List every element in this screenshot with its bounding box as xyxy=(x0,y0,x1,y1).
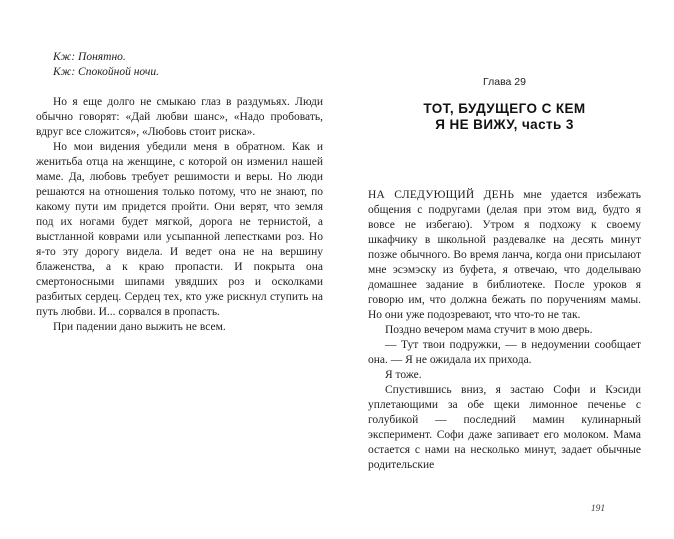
paragraph: — Тут твои подружки, — в недоумении сообщает она. — Я не ожидала их прихода. xyxy=(368,339,641,366)
paragraph: Спустившись вниз, я застаю Софи и Кэсиди уплетающими за обе щеки лимонное печенье с голубикой — последний мамин кулинарный эксперимент. Софи даже запивает его молоком. Мама остается с нами на несколько минут, задает обычные родительские xyxy=(368,384,641,471)
chapter-title xyxy=(368,101,641,133)
paragraph-spacer xyxy=(36,80,323,95)
page-number: 191 xyxy=(590,504,606,514)
sms-line: Кж: Понятно. xyxy=(53,51,126,63)
paragraph: Но мои видения убедили меня в обратном. Как и женитьба отца на женщине, с которой он изменил нашей маме. Да, любовь требует решимости и веры. Но люди решаются на отношения только потому, что не знают, по какому пути им придется пройти. Они верят, что земля под их ногами будет мягкой, дорога не тернистой, а выстланной коврами или усыпанной лепестками роз. Но я-то эту дорогу видела. И ведет она не на вершину блаженства, а к краю пропасти. И покрыта она смертоносными шипами увядших роз и осколками разбитых сердец. Сердец тех, кто уже рискнул ступить на путь любви. И... сорвался в пропасть. xyxy=(36,141,323,318)
paragraph: Поздно вечером мама стучит в мою дверь. xyxy=(385,324,593,336)
right-page xyxy=(368,76,641,473)
paragraph: При падении дано выжить не всем. xyxy=(53,321,226,333)
chapter-title-line: Я НЕ ВИЖУ, часть 3 xyxy=(435,117,574,132)
opening-lead-caps: НА СЛЕДУЮЩИЙ ДЕНЬ xyxy=(368,189,515,201)
chapter-title-line: ТОТ, БУДУЩЕГО С КЕМ xyxy=(423,101,586,116)
sms-line: Кж: Спокойной ночи. xyxy=(53,66,159,78)
paragraph: Но я еще долго не смыкаю глаз в раздумьях. Люди обычно говорят: «Дай любви шанс», «Надо пробовать, вдруг все сложится», «Любовь стоит риска». xyxy=(36,96,323,138)
opening-paragraph-text: мне удается избежать общения с подругами (делая при этом вид, будто я вовсе не избегаю). Утром я подхожу к своему шкафчику в школьной раздевалке на десять минут позже обычного. Во время ланча, когда они присылают мне эсэмэску из буфета, я отвечаю, что доделываю домашнее задание в библиотеке. После уроков я говорю им, что должна бежать по поручениям мамы. Но они уже подозревают, что что-то не так. xyxy=(368,189,641,321)
left-page xyxy=(36,50,323,335)
chapter-number: Глава 29 xyxy=(483,76,526,88)
opening-paragraph xyxy=(368,188,641,323)
paragraph: Я тоже. xyxy=(385,369,422,381)
